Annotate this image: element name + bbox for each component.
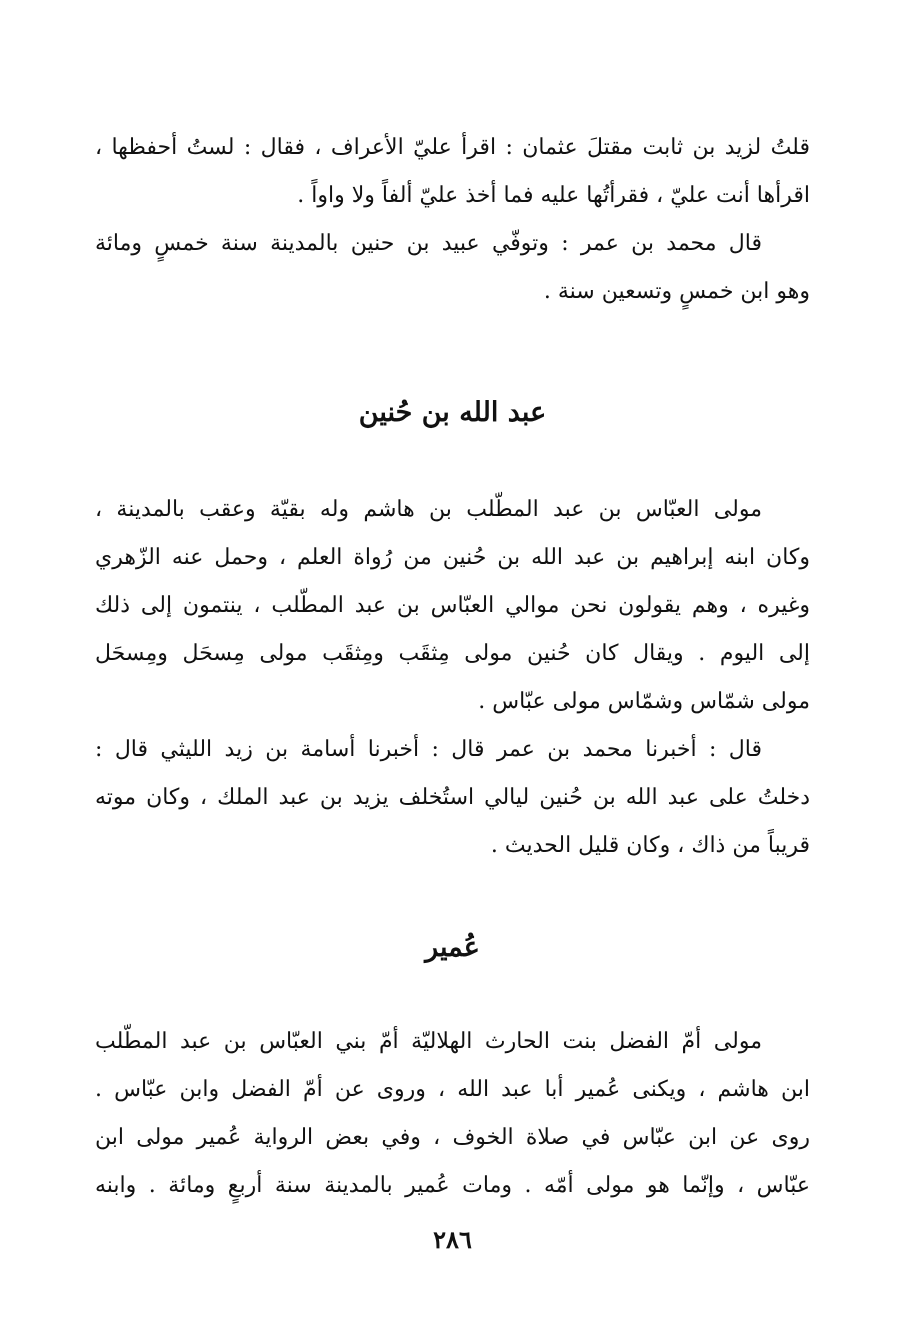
text-line: قلتُ لزيد بن ثابت مقتلَ عثمان : اقرأ عليّ الأعراف ، فقال : لستُ أحفظها ، (95, 135, 810, 160)
text-line: مولى أمّ الفضل بنت الحارث الهلاليّة أمّ بني العبّاس بن عبد المطّلب (95, 1029, 762, 1054)
section-heading: عبد الله بن حُنين (358, 397, 547, 428)
text-line: قال محمد بن عمر : وتوفّي عبيد بن حنين بالمدينة سنة خمسٍ ومائة (95, 231, 762, 256)
text-line: ابن هاشم ، ويكنى عُمير أبا عبد الله ، وروى عن أمّ الفضل وابن عبّاس . (95, 1077, 810, 1102)
text-line: وكان ابنه إبراهيم بن عبد الله بن حُنين من رُواة العلم ، وحمل عنه الزّهري (95, 545, 810, 570)
text-line: مولى شمّاس وشمّاس مولى عبّاس . (478, 689, 810, 714)
text-line: قال : أخبرنا محمد بن عمر قال : أخبرنا أسامة بن زيد الليثي قال : (95, 737, 762, 762)
text-line: روى عن ابن عبّاس في صلاة الخوف ، وفي بعض الرواية عُمير مولى ابن (95, 1125, 810, 1150)
section-body (95, 486, 810, 870)
text-line: دخلتُ على عبد الله بن حُنين ليالي استُخلف يزيد بن عبد الملك ، وكان موته (95, 785, 810, 810)
section-body (95, 1018, 810, 1210)
continuation-paragraph (95, 124, 810, 316)
text-line: وغيره ، وهم يقولون نحن موالي العبّاس بن عبد المطّلب ، ينتمون إلى ذلك (95, 593, 810, 618)
text-line: إلى اليوم . ويقال كان حُنين مولى مِثقَب ومِثقَب مولى مِسحَل ومِسحَل (95, 641, 810, 666)
text-line: وهو ابن خمسٍ وتسعين سنة . (543, 279, 810, 304)
text-line: مولى العبّاس بن عبد المطّلب بن هاشم وله بقيّة وعقب بالمدينة ، (95, 497, 762, 522)
page-number: ٢٨٦ (433, 1225, 472, 1254)
text-line: عبّاس ، وإنّما هو مولى أمّه . ومات عُمير بالمدينة سنة أربعٍ ومائة . وابنه (95, 1173, 810, 1198)
section-heading: عُمير (425, 932, 480, 963)
text-line: قريباً من ذاك ، وكان قليل الحديث . (490, 833, 810, 858)
text-line: اقرأها أنت عليّ ، فقرأتُها عليه فما أخذ عليّ ألفاً ولا واواً . (297, 183, 810, 208)
